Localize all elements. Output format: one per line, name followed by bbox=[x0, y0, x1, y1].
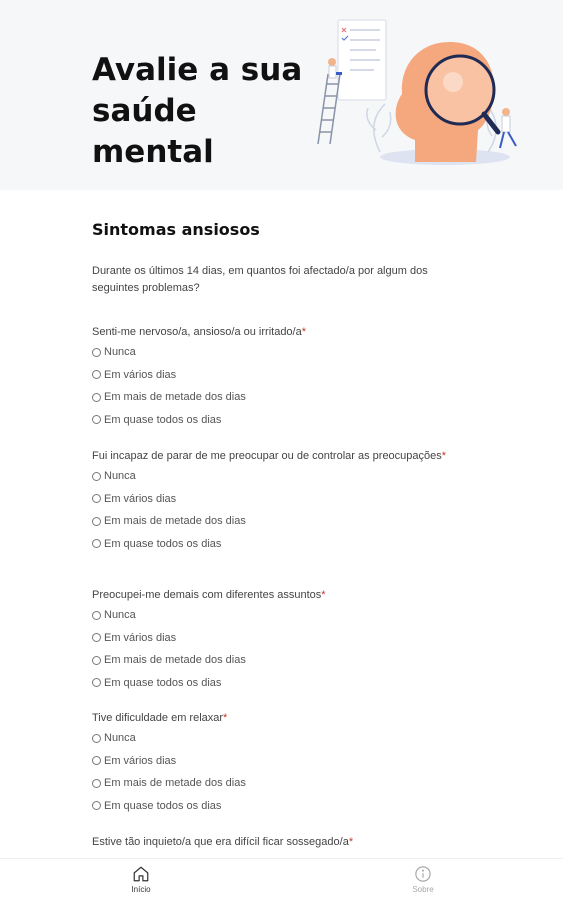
question-text bbox=[92, 710, 472, 727]
option-label: Nunca bbox=[104, 732, 136, 745]
option-em-varios-dias[interactable] bbox=[92, 750, 472, 773]
required-mark: * bbox=[348, 836, 354, 848]
option-em-varios-dias[interactable] bbox=[92, 488, 472, 511]
question-3 bbox=[92, 587, 472, 694]
option-quase-todos[interactable] bbox=[92, 409, 472, 432]
radio-icon[interactable] bbox=[92, 348, 101, 357]
option-label: Em quase todos os dias bbox=[104, 799, 222, 812]
option-label: Em quase todos os dias bbox=[104, 676, 222, 689]
radio-icon[interactable] bbox=[92, 517, 101, 526]
question-text bbox=[92, 834, 472, 851]
option-mais-de-metade[interactable] bbox=[92, 386, 472, 409]
option-label: Em mais de metade dos dias bbox=[104, 777, 246, 790]
option-quase-todos[interactable] bbox=[92, 672, 472, 695]
option-label: Em quase todos os dias bbox=[104, 537, 222, 550]
option-em-varios-dias[interactable] bbox=[92, 364, 472, 387]
radio-icon[interactable] bbox=[92, 393, 101, 402]
mental-health-illustration bbox=[310, 12, 540, 182]
option-label: Em mais de metade dos dias bbox=[104, 391, 246, 404]
question-label: Tive dificuldade em relaxar bbox=[92, 712, 224, 724]
option-mais-de-metade[interactable] bbox=[92, 649, 472, 672]
required-mark: * bbox=[301, 326, 307, 338]
radio-icon[interactable] bbox=[92, 756, 101, 765]
page-title bbox=[92, 50, 322, 173]
option-label: Em quase todos os dias bbox=[104, 413, 222, 426]
question-1 bbox=[92, 324, 472, 431]
option-mais-de-metade[interactable] bbox=[92, 772, 472, 795]
option-label: Em vários dias bbox=[104, 754, 177, 767]
question-text bbox=[92, 448, 472, 465]
option-label: Em vários dias bbox=[104, 492, 177, 505]
radio-icon[interactable] bbox=[92, 801, 101, 810]
tab-home[interactable] bbox=[101, 865, 181, 894]
required-mark: * bbox=[441, 450, 447, 462]
section-intro: Durante os últimos 14 dias, em quantos foi afectado/a por algum dos seguintes problemas? bbox=[92, 265, 428, 294]
option-label: Em vários dias bbox=[104, 368, 177, 381]
option-label: Nunca bbox=[104, 609, 136, 622]
question-5 bbox=[92, 834, 472, 851]
page-title-line: mental bbox=[92, 134, 214, 170]
hero-banner bbox=[0, 0, 563, 190]
section-title: Sintomas ansiosos bbox=[92, 220, 260, 239]
question-4 bbox=[92, 710, 472, 817]
radio-icon[interactable] bbox=[92, 779, 101, 788]
radio-icon[interactable] bbox=[92, 370, 101, 379]
option-label: Em mais de metade dos dias bbox=[104, 515, 246, 528]
radio-icon[interactable] bbox=[92, 415, 101, 424]
option-nunca[interactable] bbox=[92, 341, 472, 364]
option-mais-de-metade[interactable] bbox=[92, 510, 472, 533]
tab-about[interactable] bbox=[383, 865, 463, 894]
page-title-line: Avalie a sua bbox=[92, 52, 303, 88]
question-text bbox=[92, 587, 472, 604]
radio-icon[interactable] bbox=[92, 539, 101, 548]
option-nunca[interactable] bbox=[92, 727, 472, 750]
question-2 bbox=[92, 448, 472, 555]
option-label: Nunca bbox=[104, 346, 136, 359]
info-icon bbox=[414, 865, 432, 883]
radio-icon[interactable] bbox=[92, 678, 101, 687]
question-label: Estive tão inquieto/a que era difícil ficar sossegado/a bbox=[92, 836, 349, 848]
radio-icon[interactable] bbox=[92, 656, 101, 665]
question-label: Preocupei-me demais com diferentes assuntos bbox=[92, 589, 322, 601]
tab-about-label: Sobre bbox=[412, 885, 434, 894]
required-mark: * bbox=[223, 712, 228, 724]
option-em-varios-dias[interactable] bbox=[92, 627, 472, 650]
option-label: Em mais de metade dos dias bbox=[104, 654, 246, 667]
radio-icon[interactable] bbox=[92, 611, 101, 620]
required-mark: * bbox=[321, 589, 326, 601]
radio-icon[interactable] bbox=[92, 494, 101, 503]
option-quase-todos[interactable] bbox=[92, 533, 472, 556]
radio-icon[interactable] bbox=[92, 734, 101, 743]
option-quase-todos[interactable] bbox=[92, 795, 472, 818]
bottom-tab-bar bbox=[0, 858, 563, 900]
option-label: Em vários dias bbox=[104, 631, 177, 644]
radio-icon[interactable] bbox=[92, 472, 101, 481]
page-title-line: saúde bbox=[92, 93, 197, 129]
option-nunca[interactable] bbox=[92, 604, 472, 627]
option-nunca[interactable] bbox=[92, 465, 472, 488]
option-label: Nunca bbox=[104, 470, 136, 483]
question-label: Senti-me nervoso/a, ansioso/a ou irritado/a bbox=[92, 326, 302, 338]
radio-icon[interactable] bbox=[92, 633, 101, 642]
questionnaire bbox=[0, 190, 563, 858]
home-icon bbox=[132, 865, 150, 883]
tab-home-label: Início bbox=[131, 885, 151, 894]
question-label: Fui incapaz de parar de me preocupar ou de controlar as preocupações bbox=[92, 450, 442, 462]
question-text bbox=[92, 324, 472, 341]
